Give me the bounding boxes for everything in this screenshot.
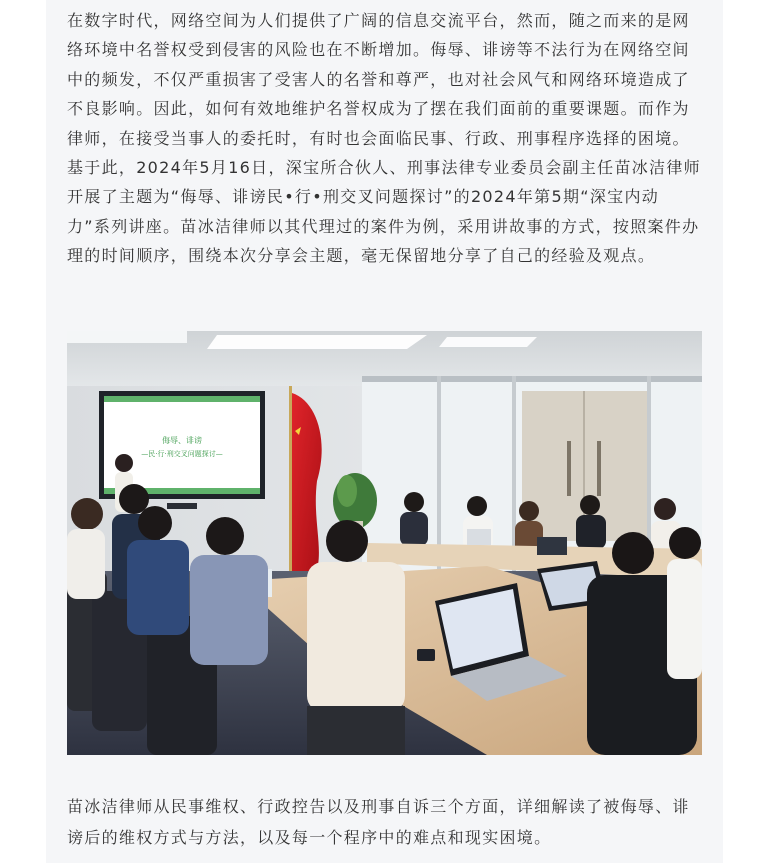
article-paragraph-summary: 苗冰洁律师从民事维权、行政控告以及刑事自诉三个方面，详细解读了被侮辱、诽谤后的维权方式与方法，以及每一个程序中的难点和现实困境。	[67, 797, 690, 847]
lecture-photo	[67, 331, 702, 755]
screen-title-line2: —民·行·刑交叉问题探讨—	[141, 450, 223, 458]
presenter	[115, 454, 133, 472]
article-paragraph-intro: 在数字时代，网络空间为人们提供了广阔的信息交流平台，然而，随之而来的是网络环境中名誉权受到侵害的风险也在不断增加。侮辱、诽谤等不法行为在网络空间中的频发，不仅严重损害了受害人的名誉和尊严，也对社会风气和网络环境造成了不良影响。因此，如何有效地维护名誉权成为了摆在我们面前的重要课题。而作为律师，在接受当事人的委托时，有时也会面临民事、行政、刑事程序选择的困境。基于此，2024年5月16日，深宝所合伙人、刑事法律专业委员会副主任苗冰洁律师开展了主题为“侮辱、诽谤民•行•刑交叉问题探讨”的2024年第5期“深宝内动力”系列讲座。苗冰洁律师以其代理过的案件为例，采用讲故事的方式，按照案件办理的时间顺序，围绕本次分享会主题，毫无保留地分享了自己的经验及观点。	[67, 11, 701, 266]
ceiling-light	[439, 337, 537, 347]
ceiling-light	[67, 331, 187, 343]
ceiling-light	[207, 335, 427, 349]
screen-title-line1: 侮辱、诽谤	[162, 436, 202, 445]
phone	[417, 649, 435, 661]
